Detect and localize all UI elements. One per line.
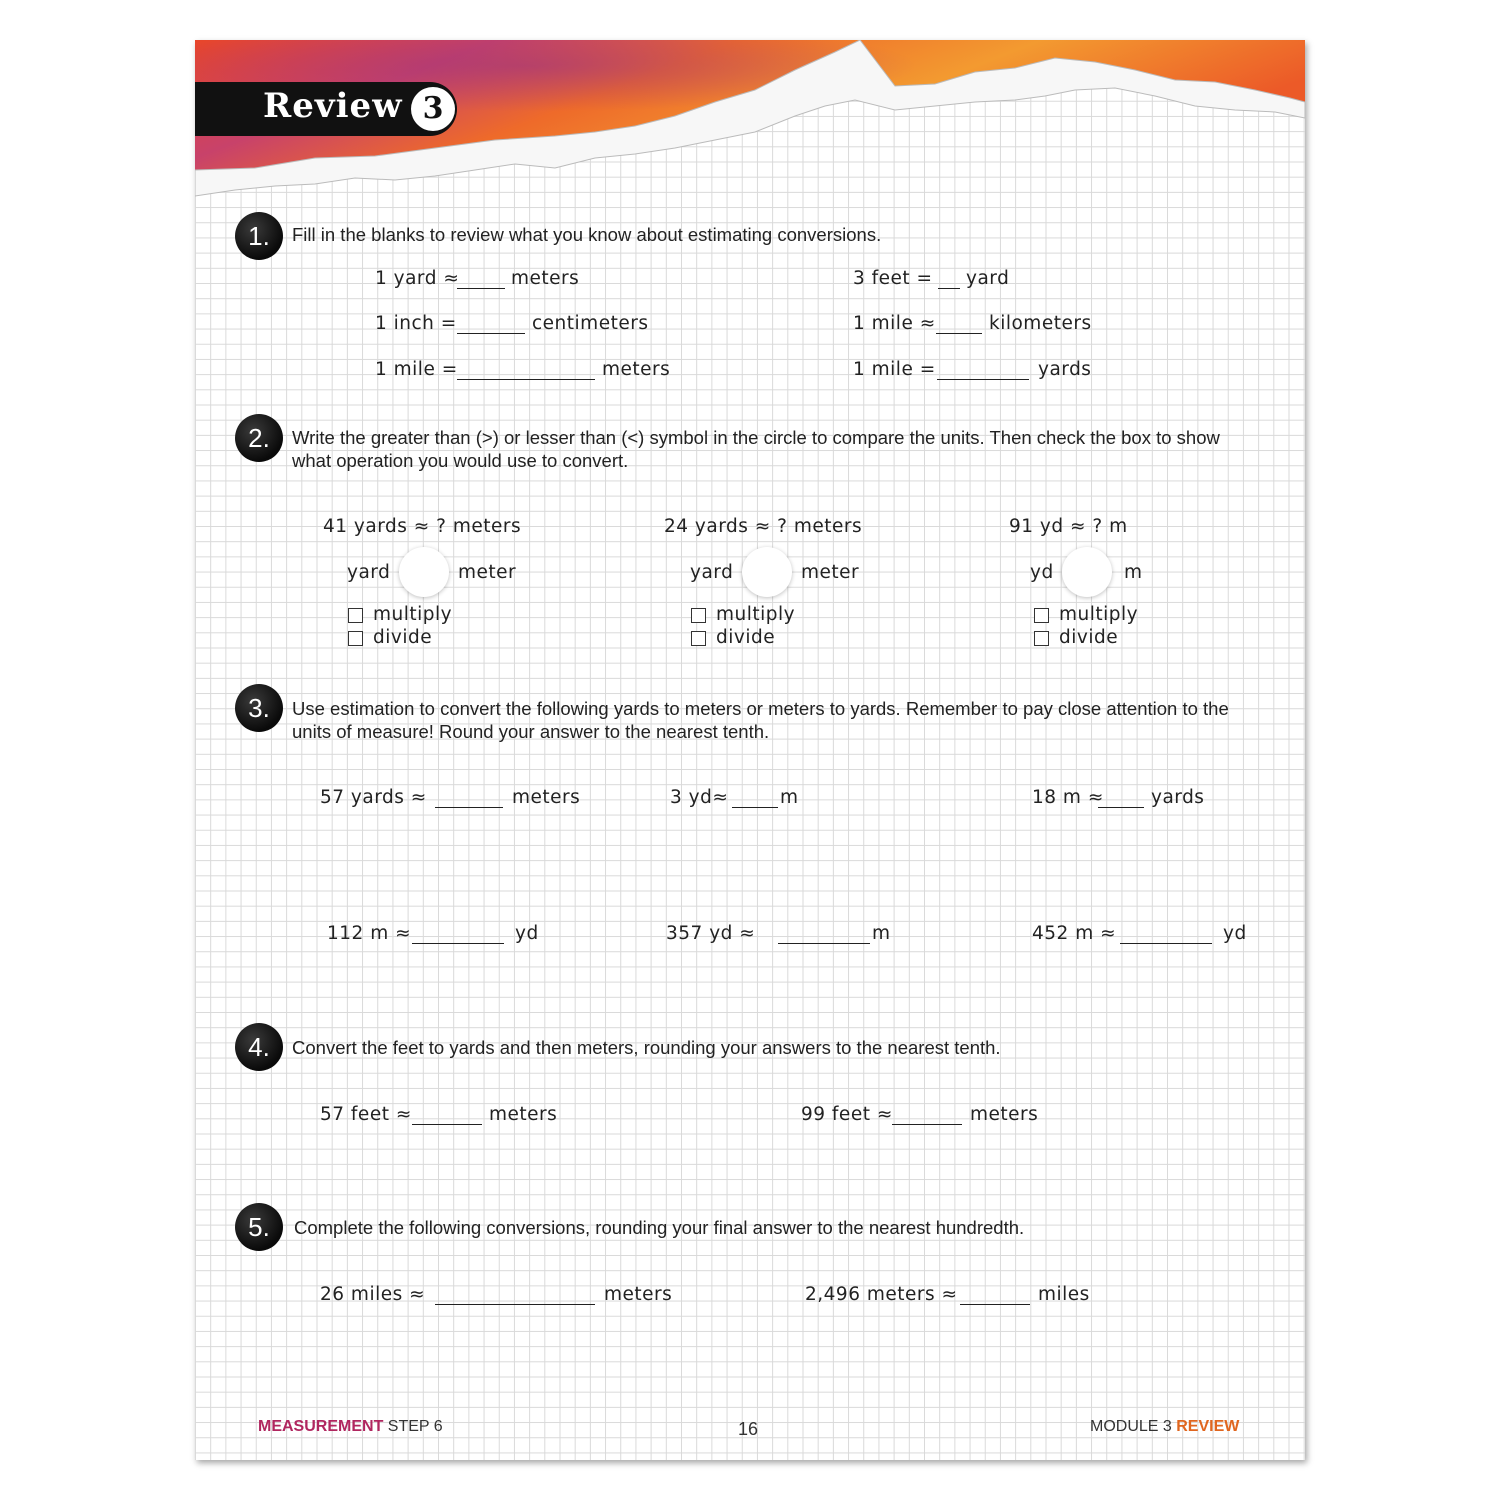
unit-label: yard <box>966 268 1010 289</box>
conversion-label: 1 yard ≈ <box>375 268 460 289</box>
answer-blank[interactable] <box>435 807 503 808</box>
unit-label: meters <box>604 1284 673 1305</box>
footer-left <box>258 1418 443 1436</box>
conversion-label: 357 yd ≈ <box>666 923 756 944</box>
divide-option-label: divide <box>716 627 776 648</box>
question-instruction: Complete the following conversions, rounding your final answer to the nearest hundredth. <box>294 1217 1025 1238</box>
answer-blank[interactable] <box>732 807 778 808</box>
unit-label: miles <box>1038 1284 1090 1305</box>
conversion-label: 3 feet = <box>853 268 933 289</box>
answer-blank[interactable] <box>936 333 982 334</box>
unit-b-label: meter <box>801 562 860 583</box>
compare-symbol-circle[interactable] <box>1062 547 1112 597</box>
conversion-label: 1 inch = <box>375 313 457 334</box>
unit-label: yards <box>1038 359 1092 380</box>
question-instruction: Write the greater than (>) or lesser than (<) symbol in the circle to compare the units. Then check the box to show what operation you would use to convert. <box>292 427 1220 471</box>
answer-blank[interactable] <box>457 379 595 380</box>
answer-blank[interactable] <box>457 288 505 289</box>
multiply-checkbox[interactable] <box>1034 608 1049 623</box>
conversion-label: 57 feet ≈ <box>320 1104 412 1125</box>
comparison-prompt: 91 yd ≈ ? m <box>1009 516 1128 537</box>
answer-blank[interactable] <box>412 1124 482 1125</box>
unit-label: yards <box>1151 787 1205 808</box>
unit-label: meters <box>512 787 581 808</box>
multiply-checkbox[interactable] <box>348 608 363 623</box>
review-title: Review <box>263 86 403 126</box>
conversion-label: 452 m ≈ <box>1032 923 1117 944</box>
unit-a-label: yard <box>690 562 734 583</box>
unit-b-label: m <box>1124 562 1143 583</box>
footer-subject: MEASUREMENT <box>258 1418 384 1435</box>
divide-checkbox[interactable] <box>1034 631 1049 646</box>
unit-a-label: yard <box>347 562 391 583</box>
multiply-option-label: multiply <box>1059 604 1139 625</box>
divide-option-label: divide <box>373 627 433 648</box>
compare-symbol-circle[interactable] <box>399 547 449 597</box>
unit-a-label: yd <box>1030 562 1054 583</box>
conversion-label: 1 mile = <box>853 359 936 380</box>
unit-label: m <box>872 923 891 944</box>
unit-label: meters <box>511 268 580 289</box>
question-instruction: Fill in the blanks to review what you know about estimating conversions. <box>292 224 882 245</box>
footer-section: REVIEW <box>1176 1418 1240 1435</box>
worksheet-page <box>195 40 1305 1460</box>
conversion-label: 112 m ≈ <box>327 923 412 944</box>
answer-blank[interactable] <box>412 943 504 944</box>
conversion-label: 99 feet ≈ <box>801 1104 893 1125</box>
compare-symbol-circle[interactable] <box>742 547 792 597</box>
footer-page-number: 16 <box>738 1419 759 1439</box>
answer-blank[interactable] <box>1120 943 1212 944</box>
conversion-label: 1 mile ≈ <box>853 313 936 334</box>
unit-b-label: meter <box>458 562 517 583</box>
divide-checkbox[interactable] <box>348 631 363 646</box>
answer-blank[interactable] <box>1098 807 1144 808</box>
divide-checkbox[interactable] <box>691 631 706 646</box>
divide-option-label: divide <box>1059 627 1119 648</box>
review-header-tab <box>195 82 457 136</box>
question-number-badge: 2. <box>235 414 283 462</box>
footer-step: STEP 6 <box>387 1418 443 1435</box>
conversion-label: 26 miles ≈ <box>320 1284 426 1305</box>
unit-label: meters <box>602 359 671 380</box>
answer-blank[interactable] <box>938 288 960 289</box>
multiply-option-label: multiply <box>716 604 796 625</box>
conversion-label: 2,496 meters ≈ <box>805 1284 958 1305</box>
unit-label: yd <box>1223 923 1247 944</box>
answer-blank[interactable] <box>457 333 525 334</box>
unit-label: m <box>780 787 799 808</box>
comparison-prompt: 41 yards ≈ ? meters <box>323 516 522 537</box>
question-instruction: Use estimation to convert the following yards to meters or meters to yards. Remember to pay close attention to the units of measure! Round your answer to the nearest tenth. <box>292 698 1229 742</box>
unit-label: meters <box>970 1104 1039 1125</box>
answer-blank[interactable] <box>960 1304 1030 1305</box>
multiply-option-label: multiply <box>373 604 453 625</box>
answer-blank[interactable] <box>435 1304 595 1305</box>
unit-label: yd <box>515 923 539 944</box>
footer-right <box>1090 1418 1239 1436</box>
question-number-badge: 1. <box>235 212 283 260</box>
unit-label: meters <box>489 1104 558 1125</box>
footer-module: MODULE 3 <box>1090 1418 1172 1435</box>
unit-label: kilometers <box>989 313 1092 334</box>
question-number-badge: 3. <box>235 684 283 732</box>
comparison-prompt: 24 yards ≈ ? meters <box>664 516 863 537</box>
conversion-label: 57 yards ≈ <box>320 787 427 808</box>
conversion-label: 1 mile = <box>375 359 458 380</box>
question-instruction: Convert the feet to yards and then meters, rounding your answers to the nearest tenth. <box>292 1037 1001 1058</box>
multiply-checkbox[interactable] <box>691 608 706 623</box>
answer-blank[interactable] <box>892 1124 962 1125</box>
answer-blank[interactable] <box>937 379 1029 380</box>
conversion-label: 18 m ≈ <box>1032 787 1104 808</box>
unit-label: centimeters <box>532 313 649 334</box>
answer-blank[interactable] <box>778 943 870 944</box>
question-number-badge: 4. <box>235 1023 283 1071</box>
review-number-badge: 3 <box>411 87 455 131</box>
question-number-badge: 5. <box>235 1203 283 1251</box>
conversion-label: 3 yd≈ <box>670 787 729 808</box>
